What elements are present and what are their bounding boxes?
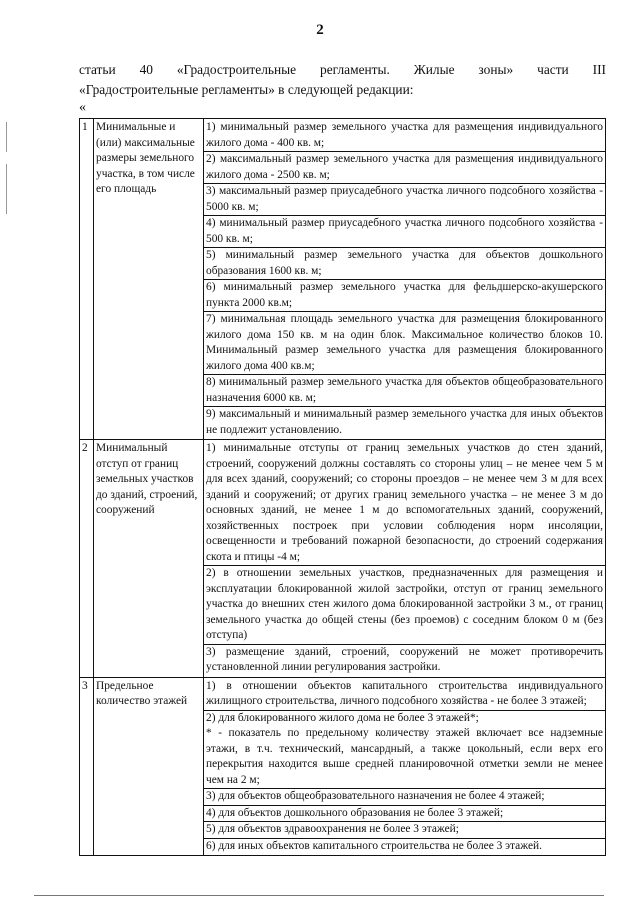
value-item: 1) минимальные отступы от границ земельных участков до стен зданий, строений, сооружений должны составлять со стороны улиц – не менее чем 5 м для всех зданий, сооружений; со стороны проездов – не менее чем 3 м для всех зданий и сооружений; от других границ земельного участка – не менее 3 м до основных зданий, не менее 1 м до вспомогательных зданий, сооружений, хозяйственных построек при условии соблюдения норм инсоляции, освещенности и требований пожарной безопасности, до строений содержания скота и птицы -4 м; bbox=[204, 441, 605, 566]
regulations-table bbox=[79, 118, 606, 856]
row-number: 2 bbox=[80, 440, 94, 678]
value-item: 2) в отношении земельных участков, предназначенных для размещения и эксплуатации блокированной жилой застройки, отступ от границ земельного участка до внешних стен жилого дома блокированной застройки 3 м., от границ земельного участка до общей стены (без проемов) с соседним блоком 0 м (без отступа) bbox=[204, 566, 605, 645]
bottom-rule bbox=[34, 895, 604, 896]
value-item: 4) минимальный размер приусадебного участка личного подсобного хозяйства - 500 кв. м; bbox=[204, 216, 605, 248]
value-item: 5) для объектов здравоохранения не более 3 этажей; bbox=[204, 822, 605, 839]
parameter-name: Минимальный отступ от границ земельных участков до зданий, строений, сооружений bbox=[94, 440, 204, 678]
table-row bbox=[80, 440, 606, 678]
intro-line-2: «Градостроительные регламенты» в следующей редакции: bbox=[79, 82, 414, 97]
value-item: 6) для иных объектов капитального строительства не более 3 этажей. bbox=[206, 839, 542, 852]
parameter-values bbox=[204, 440, 606, 678]
parameter-values bbox=[204, 119, 606, 440]
value-item: 2) для блокированного жилого дома не более 3 этажей*; * - показатель по предельному количеству этажей включает все надземные этажи, в т.ч. технический, мансардный, а также цокольный, если верх его перекрытия находится выше средней планировочной отметки земли не менее чем на 2 м; bbox=[204, 711, 605, 790]
regulations-table-body bbox=[80, 119, 606, 856]
intro-line-1: статьи 40 «Градостроительные регламенты. Жилые зоны» части III bbox=[79, 62, 606, 77]
value-item: 3) размещение зданий, строений, сооружений не может противоречить установленной линии регулирования застройки. bbox=[206, 645, 603, 673]
value-item: 1) минимальный размер земельного участка для размещения индивидуального жилого дома - 400 кв. м; bbox=[204, 120, 605, 152]
value-item: 3) для объектов общеобразовательного назначения не более 4 этажей; bbox=[204, 789, 605, 806]
value-item: 8) минимальный размер земельного участка для объектов общеобразовательного назначения 6000 кв. м; bbox=[204, 375, 605, 407]
value-item: 9) максимальный и минимальный размер земельного участка для иных объектов не подлежит установлению. bbox=[206, 408, 603, 436]
row-number: 1 bbox=[80, 119, 94, 440]
value-item: 6) минимальный размер земельного участка для фельдшерско-акушерского пункта 2000 кв.м; bbox=[204, 280, 605, 312]
parameter-values bbox=[204, 677, 606, 856]
parameter-name: Минимальные и (или) максимальные размеры земельного участка, в том числе его площадь bbox=[94, 119, 204, 440]
table-row bbox=[80, 677, 606, 856]
value-item: 2) максимальный размер земельного участка для размещения индивидуального жилого дома - 2500 кв. м; bbox=[204, 152, 605, 184]
value-item: 4) для объектов дошкольного образования не более 3 этажей; bbox=[204, 806, 605, 823]
value-item: 1) в отношении объектов капитального строительства индивидуального жилищного строительства, личного подсобного хозяйства - не более 3 этажей; bbox=[204, 679, 605, 711]
opening-quote: « bbox=[79, 100, 86, 115]
value-item: 5) минимальный размер земельного участка для объектов дошкольного образования 1600 кв. м; bbox=[204, 248, 605, 280]
value-item: 7) минимальная площадь земельного участка для размещения блокированного жилого дома 150 кв. м на один блок. Максимальное количество блоков 10. Минимальный размер земельного участка для размещения блокированного жилого дома 400 кв.м; bbox=[204, 312, 605, 375]
parameter-name: Предельное количество этажей bbox=[94, 677, 204, 856]
table-row bbox=[80, 119, 606, 440]
intro-paragraph bbox=[79, 60, 606, 100]
margin-mark bbox=[6, 164, 7, 214]
value-item: 3) максимальный размер приусадебного участка личного подсобного хозяйства - 5000 кв. м; bbox=[204, 184, 605, 216]
margin-mark bbox=[6, 122, 7, 152]
row-number: 3 bbox=[80, 677, 94, 856]
page-number: 2 bbox=[316, 22, 324, 38]
